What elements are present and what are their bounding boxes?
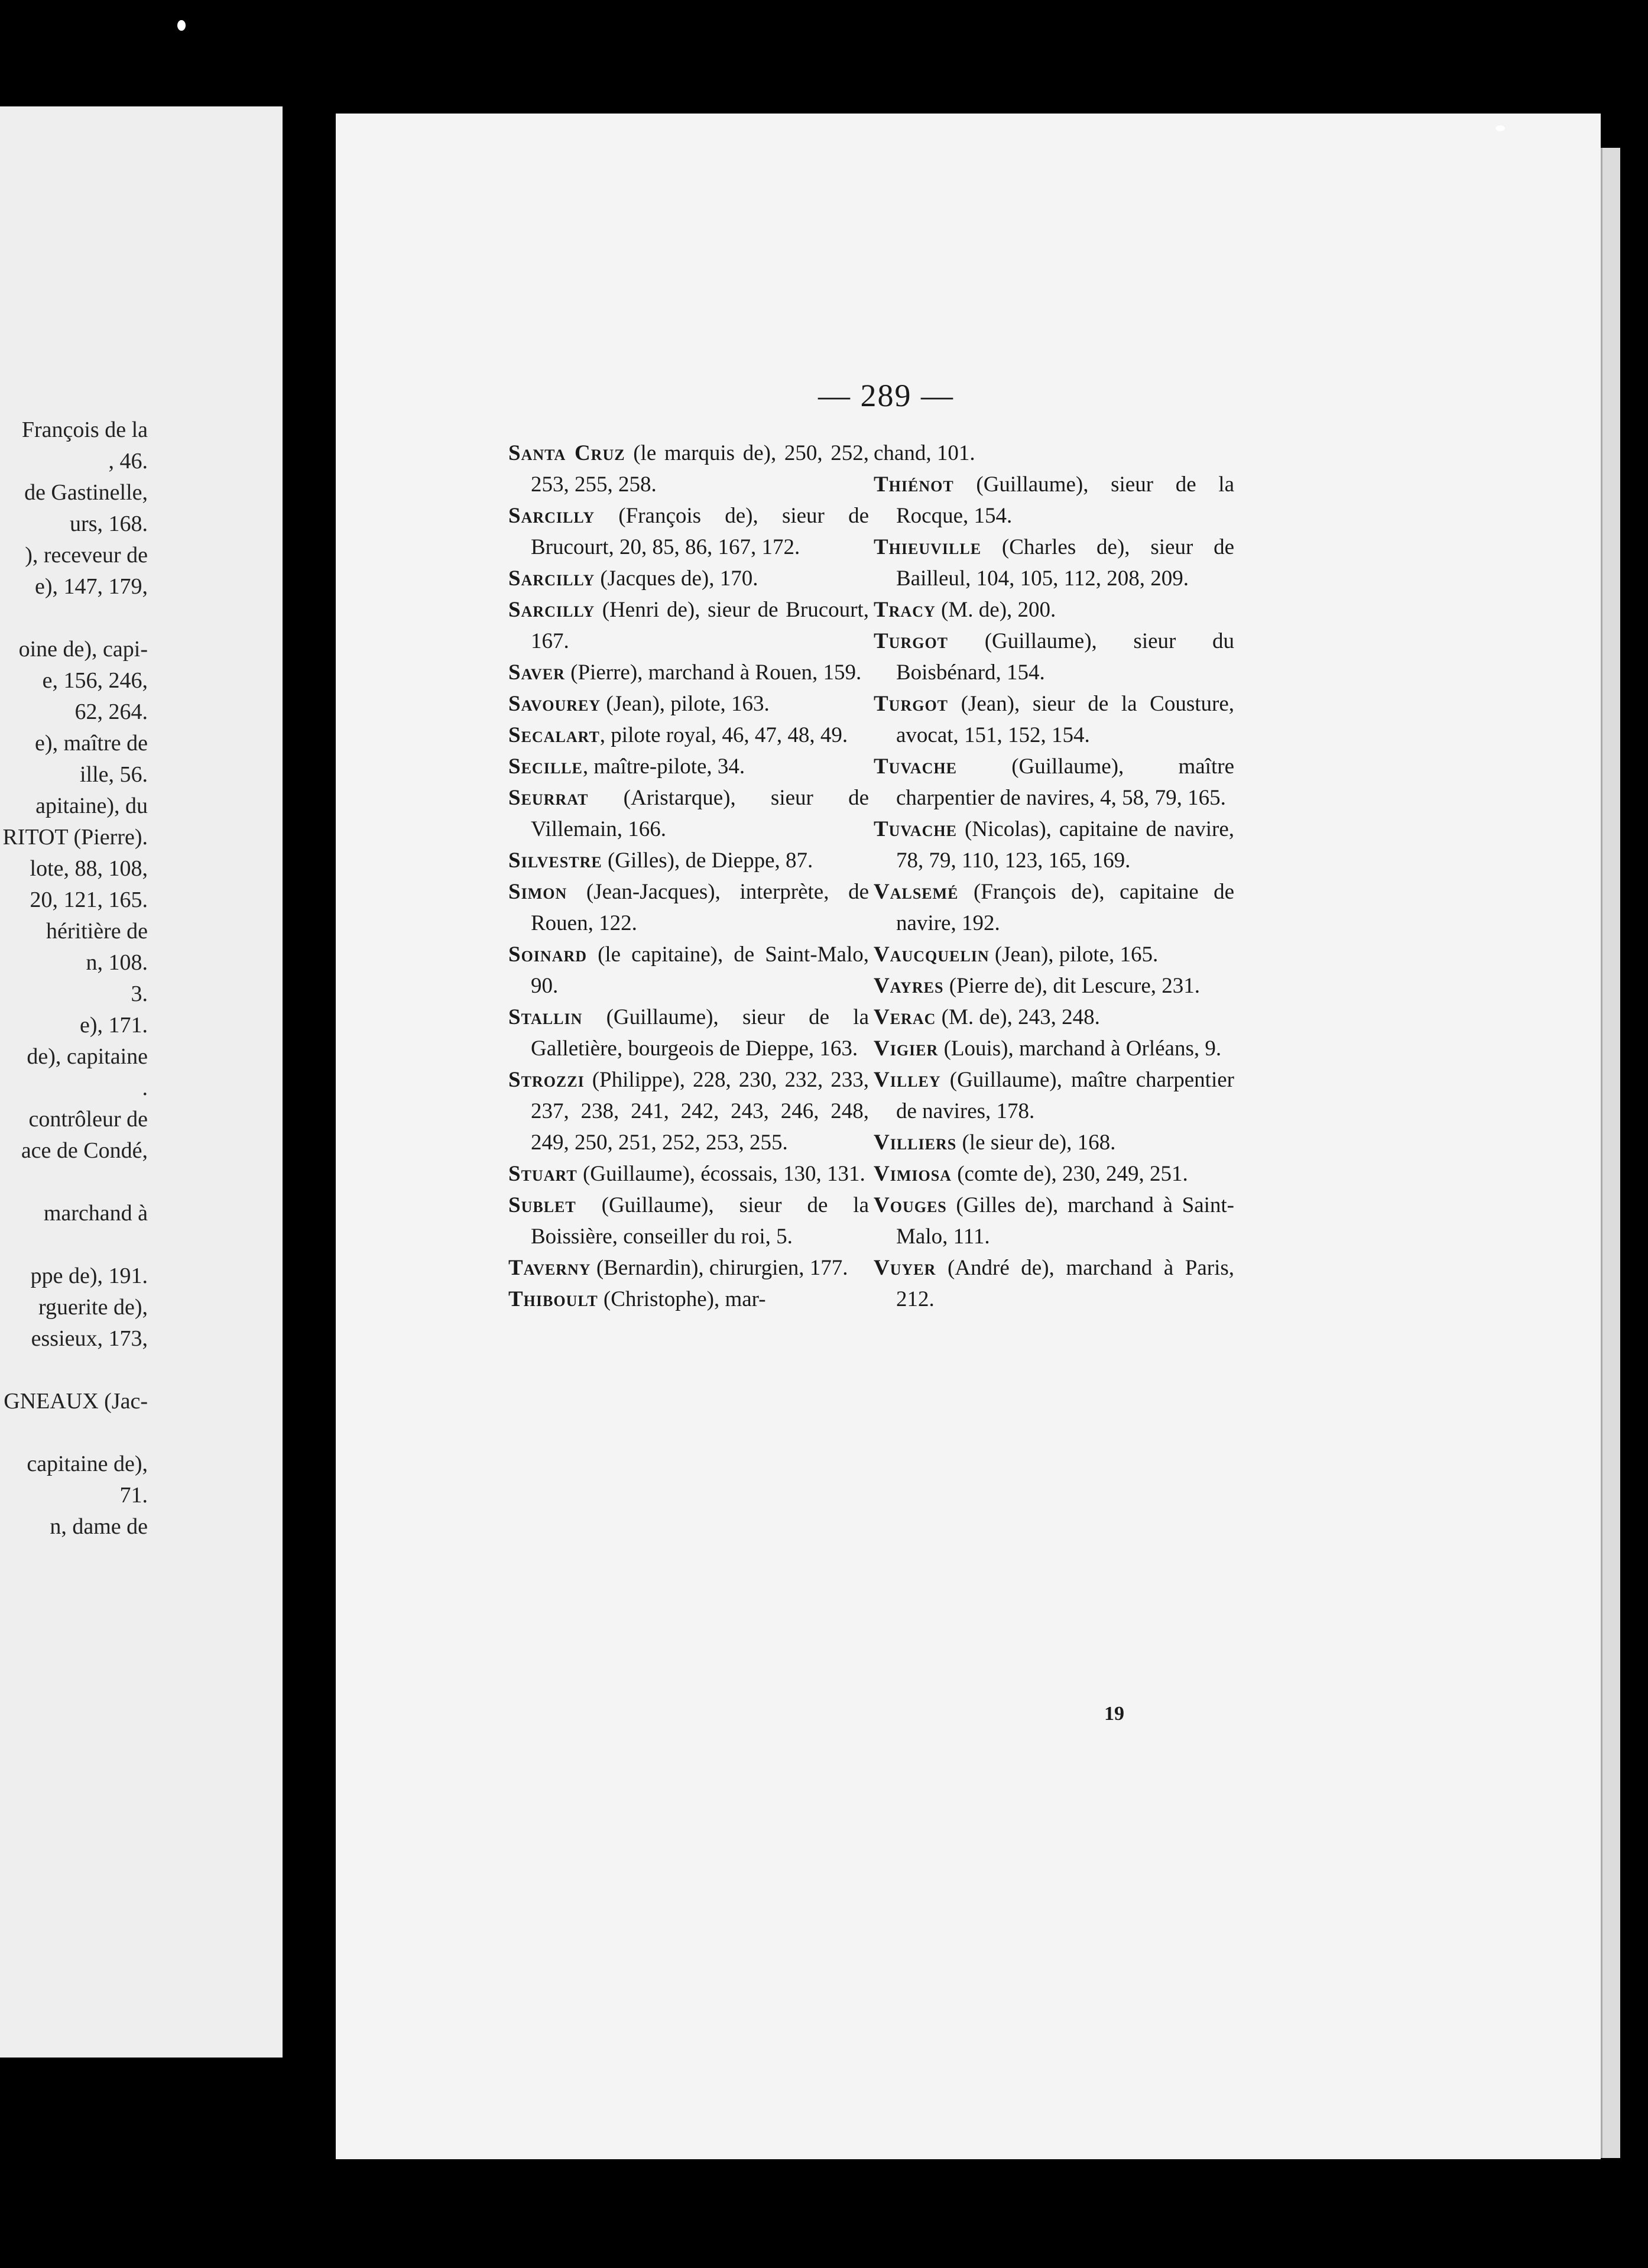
- index-entry: [874, 532, 1234, 594]
- left-page: [0, 106, 283, 2058]
- left-page-fragment: contrôleur de: [28, 1107, 148, 1132]
- left-page-fragment: GNEAUX (Jac-: [4, 1389, 148, 1414]
- index-entry: [874, 1190, 1234, 1252]
- left-page-fragment: héritière de: [46, 919, 148, 944]
- index-entry-text: (Christophe), mar-: [598, 1287, 766, 1311]
- left-page-fragment: de Gastinelle,: [24, 480, 148, 505]
- index-entry-name: Vigier: [874, 1036, 939, 1061]
- index-entry-text: (Nicolas), capitaine de navire, 78, 79, 110, 123, 165, 169.: [896, 817, 1234, 873]
- left-page-fragment: essieux, 173,: [31, 1326, 148, 1351]
- index-entry: [874, 876, 1234, 939]
- index-entry: [874, 1127, 1234, 1158]
- index-entry: [874, 814, 1234, 876]
- index-entry-name: Valsemé: [874, 880, 959, 904]
- index-entry-name: Thiénot: [874, 472, 954, 497]
- index-entry: [508, 876, 869, 939]
- left-page-fragment: capitaine de),: [27, 1451, 148, 1476]
- index-entry-text: (Bernardin), chirurgien, 177.: [591, 1256, 848, 1280]
- left-page-fragment: .: [142, 1075, 148, 1100]
- left-page-fragment: 3.: [131, 981, 148, 1006]
- index-entry-name: Stallin: [508, 1005, 583, 1029]
- index-entry-text: (Gilles), de Dieppe, 87.: [602, 848, 813, 873]
- index-entry-text: (Philippe), 228, 230, 232, 233, 237, 238, 241, 242, 243, 246, 248, 249, 250, 251, 252, 253, 255.: [531, 1068, 869, 1155]
- left-page-fragment: e), maître de: [35, 731, 148, 756]
- index-entry-text: (le marquis de), 250, 252, 253, 255, 258.: [531, 441, 869, 497]
- index-entry-text: (Pierre), marchand à Rouen, 159.: [565, 660, 862, 685]
- left-page-fragment: ), receveur de: [25, 543, 148, 568]
- index-entry-name: Sarcilly: [508, 598, 595, 622]
- index-entry-text: (Jean-Jacques), interprète, de Rouen, 122.: [531, 880, 869, 935]
- index-entry-name: Sarcilly: [508, 504, 595, 528]
- index-entry-name: Simon: [508, 880, 567, 904]
- left-page-fragment: 62, 264.: [74, 699, 148, 724]
- index-entry-name: Turgot: [874, 629, 949, 653]
- left-page-fragment: marchand à: [43, 1201, 148, 1226]
- index-entry-text: (Guillaume), maître charpentier de navires, 4, 58, 79, 165.: [896, 754, 1234, 810]
- index-entry-name: Villiers: [874, 1130, 957, 1155]
- index-entry-text: (Louis), marchand à Orléans, 9.: [938, 1036, 1222, 1061]
- speck: [1495, 125, 1505, 131]
- index-entry-text: chand, 101.: [874, 441, 975, 465]
- index-entry-name: Sublet: [508, 1193, 576, 1217]
- index-entry-name: Tracy: [874, 598, 936, 622]
- index-entry-text: (Guillaume), sieur de la Rocque, 154.: [896, 472, 1234, 528]
- index-entry-name: Stuart: [508, 1162, 578, 1186]
- index-entry-name: Taverny: [508, 1256, 591, 1280]
- left-page-fragment: e, 156, 246,: [42, 668, 148, 693]
- left-page-fragment: lote, 88, 108,: [30, 856, 148, 881]
- index-entry-text: (Aristarque), sieur de Villemain, 166.: [531, 786, 869, 841]
- left-page-fragment: , 46.: [108, 449, 148, 474]
- signature-mark: 19: [1104, 1703, 1124, 1725]
- index-entry-name: Sarcilly: [508, 566, 595, 591]
- index-entry-text: (Jean), sieur de la Cousture, avocat, 151, 152, 154.: [896, 692, 1234, 747]
- index-entry-name: Tuvache: [874, 817, 957, 841]
- index-entry: [508, 782, 869, 845]
- index-entry: [874, 594, 1234, 626]
- index-entry-text: (François de), capitaine de navire, 192.: [896, 880, 1234, 935]
- index-column-left: [508, 438, 869, 1315]
- index-entry: [508, 751, 869, 782]
- index-column-right: [874, 438, 1234, 1315]
- left-page-fragment: de), capitaine: [27, 1044, 148, 1069]
- speck: [177, 20, 186, 31]
- index-entry: [874, 1064, 1234, 1127]
- index-entry-name: Villey: [874, 1068, 941, 1092]
- index-entry: [508, 720, 869, 751]
- index-entry: [874, 438, 1234, 469]
- index-entry: [874, 939, 1234, 970]
- index-entry-name: Vouges: [874, 1193, 947, 1217]
- index-entry-name: Silvestre: [508, 848, 602, 873]
- index-entry: [508, 1002, 869, 1064]
- index-entry: [508, 1064, 869, 1158]
- left-page-fragment: urs, 168.: [70, 511, 148, 536]
- index-entry-text: (Guillaume), sieur de la Galletière, bourgeois de Dieppe, 163.: [531, 1005, 869, 1061]
- index-entry-text: (Gilles de), marchand à Saint-Malo, 111.: [896, 1193, 1234, 1249]
- index-entry: [508, 563, 869, 594]
- left-page-fragment: n, 108.: [86, 950, 148, 975]
- index-entry-name: Soinard: [508, 942, 588, 967]
- left-page-fragment: rguerite de),: [38, 1295, 148, 1320]
- left-page-fragment: e), 171.: [79, 1013, 148, 1038]
- index-entry-name: Vayres: [874, 974, 944, 998]
- index-entry: [874, 1252, 1234, 1315]
- index-entry-text: (Guillaume), maître charpentier de navires, 178.: [896, 1068, 1234, 1123]
- index-entry-name: Thieuville: [874, 535, 982, 559]
- index-entry: [874, 1002, 1234, 1033]
- index-entry: [508, 500, 869, 563]
- page-edge: [1601, 148, 1620, 2158]
- index-entry-name: Seurrat: [508, 786, 589, 810]
- index-entry: [874, 469, 1234, 532]
- index-entry-name: Vaucquelin: [874, 942, 990, 967]
- index-entry-text: (comte de), 230, 249, 251.: [951, 1162, 1188, 1186]
- left-page-fragment: ppe de), 191.: [30, 1263, 148, 1288]
- left-page-fragment: ace de Condé,: [21, 1138, 148, 1163]
- index-entry-text: (François de), sieur de Brucourt, 20, 85, 86, 167, 172.: [531, 504, 869, 559]
- index-entry-text: (Charles de), sieur de Bailleul, 104, 105, 112, 208, 209.: [896, 535, 1234, 591]
- index-entry: [874, 751, 1234, 814]
- index-entry: [874, 626, 1234, 688]
- left-page-fragment: 71.: [119, 1483, 148, 1508]
- index-entry-name: Secalart: [508, 723, 600, 747]
- index-entry: [508, 688, 869, 720]
- index-entry-text: (M. de), 200.: [935, 598, 1056, 622]
- index-entry-text: (Guillaume), sieur du Boisbénard, 154.: [896, 629, 1234, 685]
- index-entry: [508, 1158, 869, 1190]
- index-entry-text: (Jacques de), 170.: [595, 566, 758, 591]
- left-page-fragment: 20, 121, 165.: [30, 887, 148, 912]
- index-entry-name: Secille: [508, 754, 583, 779]
- left-page-fragment: oine de), capi-: [18, 637, 148, 662]
- index-entry: [508, 1190, 869, 1252]
- index-entry-text: , maître-pilote, 34.: [582, 754, 745, 779]
- index-entry-name: Vimiosa: [874, 1162, 952, 1186]
- index-entry-name: Vuyer: [874, 1256, 936, 1280]
- index-entry: [508, 657, 869, 688]
- index-entry-name: Savourey: [508, 692, 601, 716]
- index-entry: [508, 438, 869, 500]
- left-page-fragment: n, dame de: [50, 1514, 148, 1539]
- page-number: — 289 —: [818, 378, 954, 413]
- left-page-fragment: e), 147, 179,: [34, 574, 148, 599]
- index-entry-text: (Jean), pilote, 163.: [601, 692, 770, 716]
- index-entry: [874, 1033, 1234, 1064]
- index-entry: [508, 1252, 869, 1284]
- index-entry: [508, 939, 869, 1002]
- left-page-fragment: François de la: [21, 417, 148, 442]
- index-entry-text: (le sieur de), 168.: [956, 1130, 1116, 1155]
- index-entry-name: Thiboult: [508, 1287, 598, 1311]
- index-entry-text: (le capitaine), de Saint-Malo, 90.: [531, 942, 869, 998]
- index-entry: [508, 845, 869, 876]
- index-entry-name: Turgot: [874, 692, 949, 716]
- left-page-fragment: apitaine), du: [35, 793, 148, 818]
- index-entry-name: Strozzi: [508, 1068, 585, 1092]
- index-entry-text: (André de), marchand à Paris, 212.: [896, 1256, 1234, 1311]
- left-page-fragment: RITOT (Pierre).: [2, 825, 148, 850]
- index-entry-text: (Henri de), sieur de Brucourt, 167.: [531, 598, 869, 653]
- index-entry-name: Saver: [508, 660, 565, 685]
- index-entry: [508, 594, 869, 657]
- index-entry-name: Santa Cruz: [508, 441, 625, 465]
- index-entry: [508, 1284, 869, 1315]
- index-entry-text: , pilote royal, 46, 47, 48, 49.: [599, 723, 848, 747]
- index-entry: [874, 1158, 1234, 1190]
- index-entry-text: (Guillaume), sieur de la Boissière, conseiller du roi, 5.: [531, 1193, 869, 1249]
- index-entry: [874, 688, 1234, 751]
- index-entry-name: Verac: [874, 1005, 936, 1029]
- index-entry-text: (Guillaume), écossais, 130, 131.: [577, 1162, 865, 1186]
- index-entry-text: (M. de), 243, 248.: [936, 1005, 1100, 1029]
- index-entry-text: (Pierre de), dit Lescure, 231.: [943, 974, 1201, 998]
- index-entry-name: Tuvache: [874, 754, 957, 779]
- index-entry: [874, 970, 1234, 1002]
- left-page-fragment: ille, 56.: [79, 762, 148, 787]
- index-entry-text: (Jean), pilote, 165.: [989, 942, 1159, 967]
